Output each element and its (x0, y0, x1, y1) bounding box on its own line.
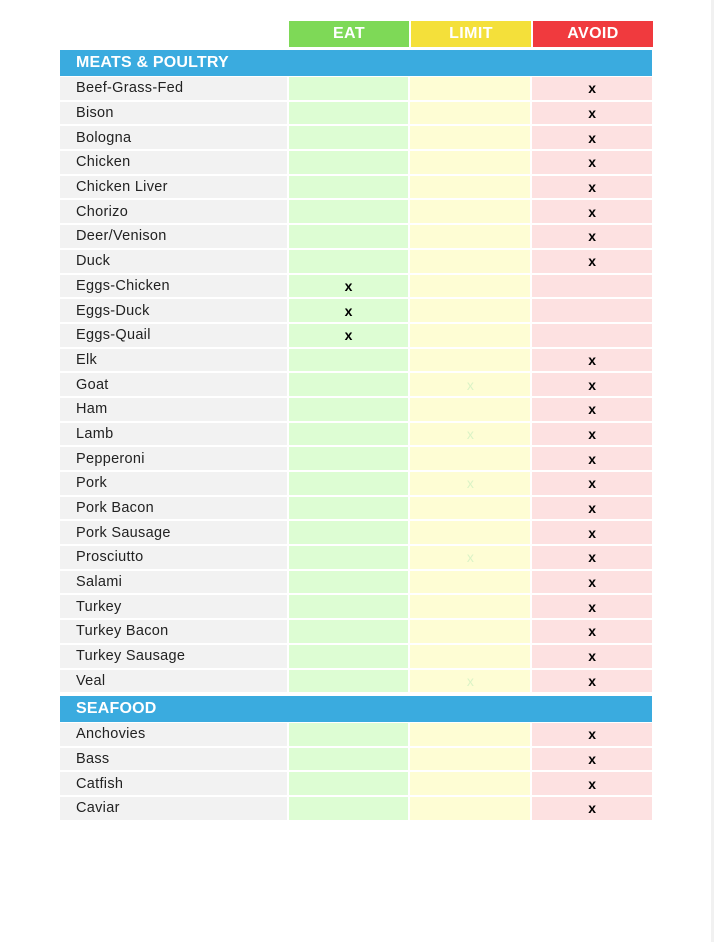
avoid-cell: x (532, 497, 652, 520)
eat-cell: x (289, 299, 409, 322)
food-name: Duck (60, 250, 287, 273)
eat-cell: x (289, 275, 409, 298)
avoid-cell: x (532, 200, 652, 223)
avoid-cell: x (532, 102, 652, 125)
avoid-cell: x (532, 447, 652, 470)
limit-cell (410, 176, 530, 199)
limit-cell (410, 723, 530, 746)
table-row (60, 126, 652, 149)
eat-cell (289, 546, 409, 569)
food-name: Bologna (60, 126, 287, 149)
limit-cell (410, 275, 530, 298)
limit-cell: x (410, 472, 530, 495)
table-row (60, 151, 652, 174)
table-row (60, 200, 652, 223)
food-name: Bass (60, 748, 287, 771)
eat-cell (289, 521, 409, 544)
table-row (60, 497, 652, 520)
food-name: Chorizo (60, 200, 287, 223)
food-name: Turkey (60, 595, 287, 618)
eat-cell (289, 151, 409, 174)
eat-cell (289, 645, 409, 668)
table-row (60, 225, 652, 248)
table-row (60, 595, 652, 618)
table-row (60, 546, 652, 569)
avoid-cell (532, 324, 652, 347)
avoid-cell: x (532, 595, 652, 618)
table-row (60, 723, 652, 746)
section-header-meats-poultry: MEATS & POULTRY (60, 50, 652, 76)
eat-cell (289, 620, 409, 643)
limit-cell (410, 645, 530, 668)
eat-cell (289, 398, 409, 421)
avoid-cell: x (532, 620, 652, 643)
eat-cell (289, 200, 409, 223)
avoid-cell: x (532, 472, 652, 495)
eat-cell (289, 595, 409, 618)
food-name: Turkey Sausage (60, 645, 287, 668)
limit-cell: x (410, 373, 530, 396)
limit-cell (410, 126, 530, 149)
eat-cell (289, 497, 409, 520)
limit-cell (410, 250, 530, 273)
food-name: Pork Bacon (60, 497, 287, 520)
table-row (60, 299, 652, 322)
eat-cell (289, 772, 409, 795)
table-row (60, 102, 652, 125)
limit-cell: x (410, 670, 530, 693)
food-name: Bison (60, 102, 287, 125)
food-name: Eggs-Duck (60, 299, 287, 322)
food-name: Salami (60, 571, 287, 594)
avoid-cell: x (532, 670, 652, 693)
limit-cell (410, 521, 530, 544)
food-name: Turkey Bacon (60, 620, 287, 643)
limit-cell (410, 225, 530, 248)
food-name: Eggs-Chicken (60, 275, 287, 298)
limit-cell (410, 772, 530, 795)
table-row (60, 324, 652, 347)
avoid-cell: x (532, 398, 652, 421)
food-name: Veal (60, 670, 287, 693)
avoid-cell: x (532, 645, 652, 668)
eat-cell (289, 748, 409, 771)
table-row (60, 472, 652, 495)
table-row (60, 250, 652, 273)
limit-cell (410, 447, 530, 470)
avoid-cell: x (532, 373, 652, 396)
avoid-cell (532, 299, 652, 322)
food-name: Goat (60, 373, 287, 396)
avoid-cell: x (532, 77, 652, 100)
table-row (60, 571, 652, 594)
table-row (60, 275, 652, 298)
table-row (60, 423, 652, 446)
column-headers (289, 21, 653, 47)
avoid-cell: x (532, 423, 652, 446)
eat-cell (289, 77, 409, 100)
limit-cell (410, 324, 530, 347)
avoid-cell: x (532, 546, 652, 569)
table-row (60, 77, 652, 100)
limit-cell (410, 200, 530, 223)
food-name: Deer/Venison (60, 225, 287, 248)
avoid-cell: x (532, 797, 652, 820)
food-name: Lamb (60, 423, 287, 446)
table-row (60, 398, 652, 421)
eat-cell (289, 723, 409, 746)
table-row (60, 670, 652, 693)
table-row (60, 772, 652, 795)
table-row (60, 349, 652, 372)
food-name: Chicken (60, 151, 287, 174)
avoid-cell (532, 275, 652, 298)
table-row (60, 521, 652, 544)
table-row (60, 645, 652, 668)
limit-cell (410, 398, 530, 421)
avoid-cell: x (532, 571, 652, 594)
eat-cell (289, 797, 409, 820)
avoid-cell: x (532, 723, 652, 746)
table-row (60, 176, 652, 199)
table-row (60, 797, 652, 820)
eat-cell (289, 373, 409, 396)
eat-cell (289, 250, 409, 273)
avoid-cell: x (532, 250, 652, 273)
eat-cell (289, 126, 409, 149)
limit-cell (410, 151, 530, 174)
food-name: Beef-Grass-Fed (60, 77, 287, 100)
eat-cell (289, 447, 409, 470)
table-row (60, 748, 652, 771)
limit-cell (410, 571, 530, 594)
section-header-seafood: SEAFOOD (60, 696, 652, 722)
limit-cell (410, 102, 530, 125)
limit-cell (410, 797, 530, 820)
meats-poultry-table (60, 77, 652, 694)
limit-cell (410, 497, 530, 520)
food-name: Eggs-Quail (60, 324, 287, 347)
food-name: Catfish (60, 772, 287, 795)
avoid-cell: x (532, 349, 652, 372)
limit-cell (410, 77, 530, 100)
avoid-cell: x (532, 225, 652, 248)
food-name: Pork Sausage (60, 521, 287, 544)
food-name: Ham (60, 398, 287, 421)
eat-column-header: EAT (289, 21, 409, 47)
table-row (60, 373, 652, 396)
food-name: Prosciutto (60, 546, 287, 569)
seafood-table (60, 723, 652, 822)
limit-cell (410, 595, 530, 618)
eat-cell (289, 176, 409, 199)
food-name: Caviar (60, 797, 287, 820)
eat-cell (289, 472, 409, 495)
eat-cell (289, 571, 409, 594)
avoid-cell: x (532, 748, 652, 771)
eat-cell (289, 102, 409, 125)
table-row (60, 447, 652, 470)
eat-cell (289, 670, 409, 693)
limit-cell (410, 620, 530, 643)
food-name: Chicken Liver (60, 176, 287, 199)
eat-cell (289, 225, 409, 248)
food-name: Pork (60, 472, 287, 495)
table-row (60, 620, 652, 643)
eat-cell (289, 423, 409, 446)
limit-cell: x (410, 423, 530, 446)
food-name: Anchovies (60, 723, 287, 746)
food-name: Elk (60, 349, 287, 372)
avoid-cell: x (532, 151, 652, 174)
avoid-cell: x (532, 521, 652, 544)
limit-column-header: LIMIT (411, 21, 531, 47)
food-name: Pepperoni (60, 447, 287, 470)
limit-cell (410, 349, 530, 372)
avoid-cell: x (532, 772, 652, 795)
avoid-cell: x (532, 176, 652, 199)
eat-cell: x (289, 324, 409, 347)
avoid-column-header: AVOID (533, 21, 653, 47)
avoid-cell: x (532, 126, 652, 149)
limit-cell (410, 299, 530, 322)
limit-cell (410, 748, 530, 771)
limit-cell: x (410, 546, 530, 569)
eat-cell (289, 349, 409, 372)
